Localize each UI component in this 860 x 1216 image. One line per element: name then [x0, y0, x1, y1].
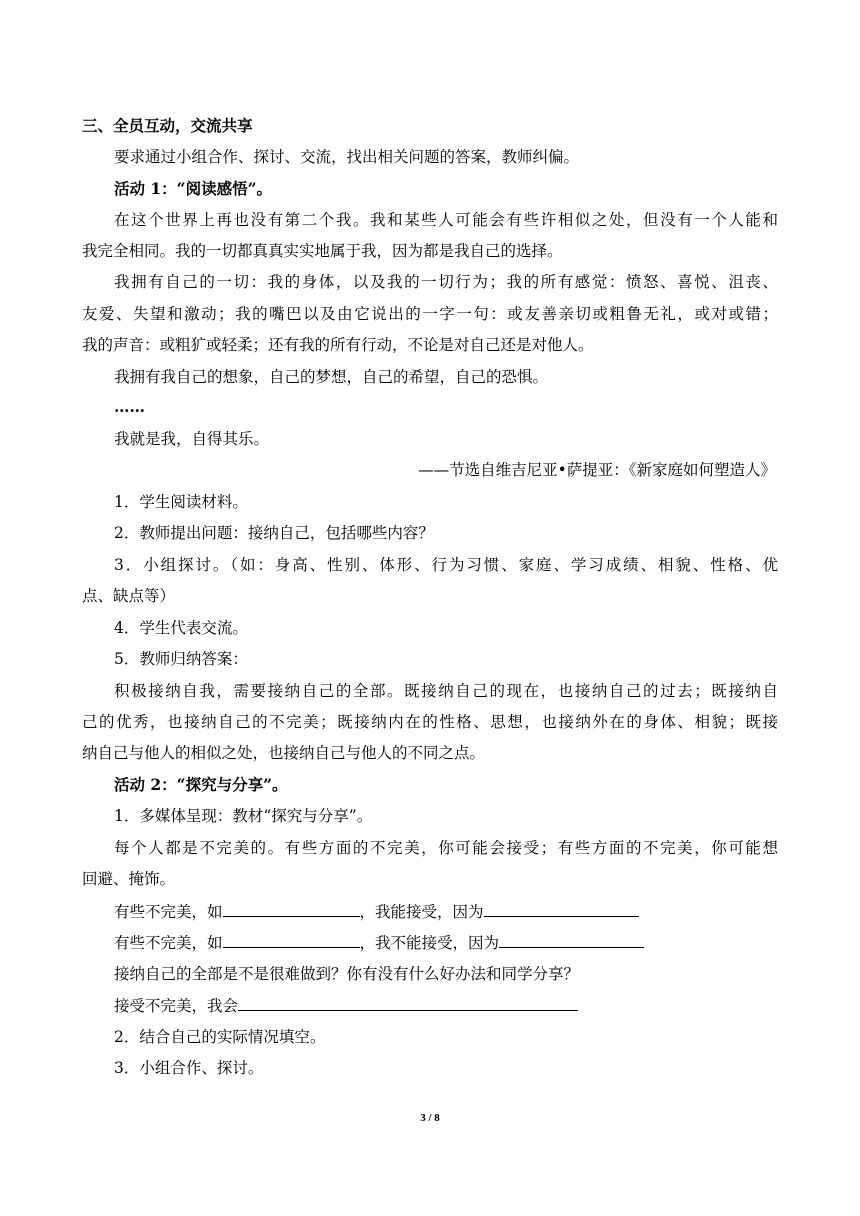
fill-1-middle: ，我能接受，因为: [359, 903, 484, 921]
activity-2-step-3: 3．小组合作、探讨。: [114, 1059, 264, 1077]
reading-source: ——节选自维吉尼亚•萨提亚：《新家庭如何塑造人》: [418, 461, 776, 479]
activity-1-step-2: 2．教师提出问题：接纳自己，包括哪些内容？: [114, 524, 434, 542]
activity-2-step-1: 1．多媒体呈现：教材“探究与分享”。: [114, 807, 373, 825]
activity-1-step-3-line-1: 3．小组探讨。（如：身高、性别、体形、行为习惯、家庭、学习成绩、相貌、性格、优: [114, 556, 778, 574]
imperfection-paragraph-line-2: 回避、掩饰。: [82, 870, 176, 888]
page-number: 3 / 8: [420, 1112, 440, 1124]
activity-1-step-3-line-2: 点、缺点等）: [82, 587, 176, 605]
fill-1-blank-what[interactable]: [223, 900, 360, 917]
ellipsis: ……: [114, 397, 145, 416]
activity-1-step-1: 1．学生阅读材料。: [114, 493, 248, 511]
answer-line-1: 积极接纳自我，需要接纳自己的全部。既接纳自己的现在，也接纳自己的过去；既接纳自: [114, 682, 778, 700]
fill-in-line-3: [114, 994, 578, 1017]
activity-2-title: 活动 2：“探究与分享”。: [114, 775, 288, 794]
reading-paragraph-4: 我就是我，自得其乐。: [114, 430, 270, 448]
activity-1-title: 活动 1：“阅读感悟”。: [114, 179, 273, 198]
activity-2-step-2: 2．结合自己的实际情况填空。: [114, 1028, 326, 1046]
fill-3-blank[interactable]: [238, 994, 578, 1011]
imperfection-paragraph-line-1: 每个人都是不完美的。有些方面的不完美，你可能会接受；有些方面的不完美，你可能想: [114, 839, 778, 857]
reading-paragraph-2-line-1: 我拥有自己的一切：我的身体，以及我的一切行为；我的所有感觉：愤怒、喜悦、沮丧、: [114, 273, 778, 291]
section-heading: 三、全员互动，交流共享: [82, 116, 253, 135]
reading-paragraph-1-line-1: 在这个世界上再也没有第二个我。我和某些人可能会有些许相似之处，但没有一个人能和: [114, 211, 778, 229]
fill-2-blank-what[interactable]: [223, 931, 360, 948]
reading-paragraph-2-line-3: 我的声音：或粗犷或轻柔；还有我的所有行动，不论是对自己还是对他人。: [82, 336, 594, 354]
reading-paragraph-3: 我拥有我自己的想象，自己的梦想，自己的希望，自己的恐惧。: [114, 368, 549, 386]
answer-line-3: 纳自己与他人的相似之处，也接纳自己与他人的不同之点。: [82, 744, 486, 762]
fill-1-prefix: 有些不完美，如: [114, 903, 223, 921]
fill-in-line-1: [114, 900, 639, 923]
activity-1-step-4: 4．学生代表交流。: [114, 619, 248, 637]
fill-1-blank-why[interactable]: [484, 900, 639, 917]
fill-2-middle: ，我不能接受，因为: [359, 934, 500, 952]
intro-paragraph: 要求通过小组合作、探讨、交流，找出相关问题的答案，教师纠偏。: [114, 148, 580, 166]
reading-paragraph-2-line-2: 友爱、失望和激动；我的嘴巴以及由它说出的一字一句：或友善亲切或粗鲁无礼，或对或错；: [82, 305, 778, 323]
fill-2-blank-why[interactable]: [499, 931, 644, 948]
fill-in-line-2: [114, 931, 644, 954]
answer-line-2: 己的优秀，也接纳自己的不完美；既接纳内在的性格、思想，也接纳外在的身体、相貌；既接: [82, 713, 778, 731]
reading-paragraph-1-line-2: 我完全相同。我的一切都真真实实地属于我，因为都是我自己的选择。: [82, 242, 563, 260]
fill-2-prefix: 有些不完美，如: [114, 934, 223, 952]
activity-1-step-5: 5．教师归纳答案：: [114, 650, 248, 668]
fill-3-prefix: 接受不完美，我会: [114, 997, 239, 1015]
share-question: 接纳自己的全部是不是很难做到？你有没有什么好办法和同学分享？: [114, 965, 580, 983]
